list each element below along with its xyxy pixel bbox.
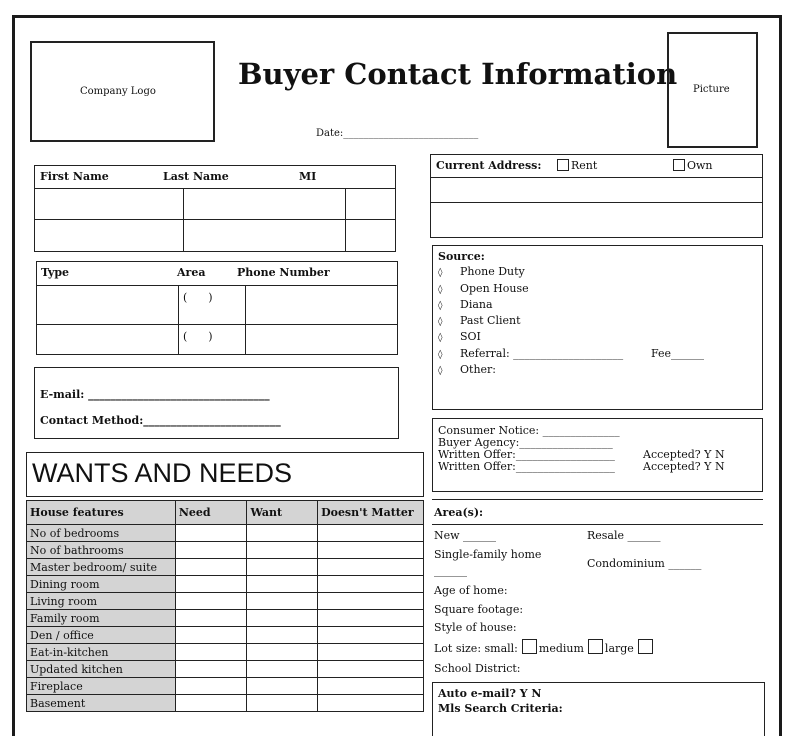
doesnt-matter-cell[interactable] <box>318 593 424 610</box>
large-checkbox[interactable] <box>638 639 653 654</box>
areas-label: Area(s): <box>434 506 484 519</box>
written-offer-field[interactable]: Written Offer:__________________ <box>438 448 615 461</box>
feature-label: Basement <box>27 695 176 712</box>
medium-checkbox[interactable] <box>588 639 603 654</box>
source-fee[interactable]: Fee______ <box>651 347 705 360</box>
area-header: Area <box>177 266 206 279</box>
doesnt-matter-header: Doesn't Matter <box>318 501 424 525</box>
own-label: Own <box>687 159 713 172</box>
company-logo-label: Company Logo <box>80 86 156 97</box>
doesnt-matter-cell[interactable] <box>318 610 424 627</box>
need-cell[interactable] <box>175 610 247 627</box>
style-of-house-field[interactable]: Style of house: <box>434 621 517 634</box>
need-cell[interactable] <box>175 678 247 695</box>
date-field[interactable]: Date:___________________________ <box>316 128 479 139</box>
rent-label: Rent <box>571 159 598 172</box>
want-cell[interactable] <box>247 542 318 559</box>
diamond-icon: ◊ <box>438 301 443 311</box>
doesnt-matter-cell[interactable] <box>318 559 424 576</box>
contact-method-field[interactable]: Contact Method:_________________________ <box>40 414 281 427</box>
doesnt-matter-cell[interactable] <box>318 661 424 678</box>
picture-box <box>667 32 758 148</box>
school-district-field[interactable]: School District: <box>434 662 521 675</box>
want-cell[interactable] <box>247 593 318 610</box>
auto-email-field[interactable]: Auto e-mail? Y N <box>438 687 542 700</box>
diamond-icon: ◊ <box>438 317 443 327</box>
medium-label: medium <box>538 642 584 655</box>
square-footage-field[interactable]: Square footage: <box>434 603 524 616</box>
area-code-field[interactable]: ( ) <box>183 291 213 304</box>
col-divider <box>183 188 184 252</box>
small-checkbox[interactable] <box>522 639 537 654</box>
need-cell[interactable] <box>175 542 247 559</box>
want-cell[interactable] <box>247 559 318 576</box>
need-cell[interactable] <box>175 559 247 576</box>
feature-label: Eat-in-kitchen <box>27 644 176 661</box>
need-cell[interactable] <box>175 525 247 542</box>
need-cell[interactable] <box>175 644 247 661</box>
diamond-icon: ◊ <box>438 366 443 376</box>
col-divider <box>178 285 179 355</box>
want-cell[interactable] <box>247 627 318 644</box>
wants-needs-title: WANTS AND NEEDS <box>32 458 293 488</box>
lot-size-field[interactable] <box>434 639 655 655</box>
table-row <box>27 695 424 712</box>
row-divider <box>432 524 763 525</box>
wants-needs-table <box>26 500 424 712</box>
accepted-field[interactable]: Accepted? Y N <box>643 460 725 473</box>
row-divider <box>431 202 762 203</box>
company-logo-box <box>30 41 215 142</box>
row-divider <box>37 324 397 325</box>
email-field[interactable]: E-mail: _________________________________ <box>40 388 270 401</box>
need-header: Need <box>175 501 247 525</box>
picture-label: Picture <box>693 84 730 95</box>
area-code-field[interactable]: ( ) <box>183 330 213 343</box>
accepted-field[interactable]: Accepted? Y N <box>643 448 725 461</box>
last-name-header: Last Name <box>163 170 229 183</box>
feature-label: No of bathrooms <box>27 542 176 559</box>
source-referral[interactable]: ◊ Referral: ____________________ <box>438 347 624 360</box>
areas-section <box>432 499 763 679</box>
table-row <box>27 593 424 610</box>
need-cell[interactable] <box>175 661 247 678</box>
large-label: large <box>604 642 634 655</box>
first-name-header: First Name <box>40 170 109 183</box>
rent-checkbox[interactable] <box>557 159 569 171</box>
table-row <box>27 627 424 644</box>
table-row <box>27 576 424 593</box>
phone-table <box>36 261 398 355</box>
buyer-agency-field[interactable]: Buyer Agency:_________________ <box>438 436 613 449</box>
feature-label: No of bedrooms <box>27 525 176 542</box>
table-row <box>27 559 424 576</box>
feature-label: Updated kitchen <box>27 661 176 678</box>
new-field[interactable]: New ______ <box>434 529 497 542</box>
single-family-blank[interactable]: ______ <box>434 564 467 577</box>
need-cell[interactable] <box>175 576 247 593</box>
need-cell[interactable] <box>175 593 247 610</box>
condominium-field[interactable]: Condominium ______ <box>587 557 702 570</box>
row-divider <box>35 219 395 220</box>
diamond-icon: ◊ <box>438 268 443 278</box>
feature-label: Fireplace <box>27 678 176 695</box>
source-item[interactable]: ◊ Past Client <box>438 314 521 327</box>
doesnt-matter-cell[interactable] <box>318 644 424 661</box>
row-divider <box>35 188 395 189</box>
feature-label: Master bedroom/ suite <box>27 559 176 576</box>
table-row <box>27 525 424 542</box>
house-features-header: House features <box>27 501 176 525</box>
row-divider <box>431 177 762 178</box>
lot-size-label: Lot size: small: <box>434 642 518 655</box>
own-option[interactable] <box>669 159 713 172</box>
need-cell[interactable] <box>175 695 247 712</box>
want-cell[interactable] <box>247 610 318 627</box>
type-header: Type <box>41 266 70 279</box>
source-item[interactable]: ◊ Diana <box>438 298 493 311</box>
wants-needs-title-box <box>26 452 424 497</box>
notices-box <box>432 418 763 492</box>
mi-header: MI <box>299 170 317 183</box>
want-cell[interactable] <box>247 661 318 678</box>
diamond-icon: ◊ <box>438 350 443 360</box>
resale-field[interactable]: Resale ______ <box>587 529 661 542</box>
name-table <box>34 165 396 252</box>
feature-label: Den / office <box>27 627 176 644</box>
current-address-label: Current Address: <box>436 159 542 172</box>
table-row <box>27 644 424 661</box>
auto-email-box <box>432 682 765 736</box>
want-header: Want <box>247 501 318 525</box>
contact-box <box>34 367 399 439</box>
written-offer-field[interactable]: Written Offer:__________________ <box>438 460 615 473</box>
mls-criteria-field[interactable]: Mls Search Criteria: <box>438 702 563 715</box>
source-other[interactable]: ◊ Other: <box>438 363 496 376</box>
doesnt-matter-cell[interactable] <box>318 542 424 559</box>
table-row <box>27 542 424 559</box>
want-cell[interactable] <box>247 695 318 712</box>
source-item[interactable]: ◊ Open House <box>438 282 529 295</box>
source-item[interactable]: ◊ SOI <box>438 330 481 343</box>
current-address-box <box>430 154 763 238</box>
table-row <box>27 610 424 627</box>
page-title: Buyer Contact Information <box>238 57 678 91</box>
need-cell[interactable] <box>175 627 247 644</box>
feature-label: Dining room <box>27 576 176 593</box>
want-cell[interactable] <box>247 678 318 695</box>
rent-option[interactable] <box>553 159 597 172</box>
doesnt-matter-cell[interactable] <box>318 695 424 712</box>
age-of-home-field[interactable]: Age of home: <box>434 584 508 597</box>
diamond-icon: ◊ <box>438 333 443 343</box>
table-row <box>27 661 424 678</box>
doesnt-matter-cell[interactable] <box>318 525 424 542</box>
source-item[interactable]: ◊ Phone Duty <box>438 265 525 278</box>
want-cell[interactable] <box>247 644 318 661</box>
want-cell[interactable] <box>247 525 318 542</box>
row-divider <box>37 285 397 286</box>
col-divider <box>345 188 346 252</box>
want-cell[interactable] <box>247 576 318 593</box>
source-label: Source: <box>438 250 485 263</box>
source-box <box>432 245 763 410</box>
diamond-icon: ◊ <box>438 285 443 295</box>
col-divider <box>245 285 246 355</box>
single-family-label[interactable]: Single-family home <box>434 548 542 561</box>
feature-label: Family room <box>27 610 176 627</box>
doesnt-matter-cell[interactable] <box>318 627 424 644</box>
consumer-notice-field[interactable]: Consumer Notice: ______________ <box>438 424 620 437</box>
doesnt-matter-cell[interactable] <box>318 576 424 593</box>
table-row <box>27 678 424 695</box>
own-checkbox[interactable] <box>673 159 685 171</box>
doesnt-matter-cell[interactable] <box>318 678 424 695</box>
feature-label: Living room <box>27 593 176 610</box>
phone-number-header: Phone Number <box>237 266 330 279</box>
